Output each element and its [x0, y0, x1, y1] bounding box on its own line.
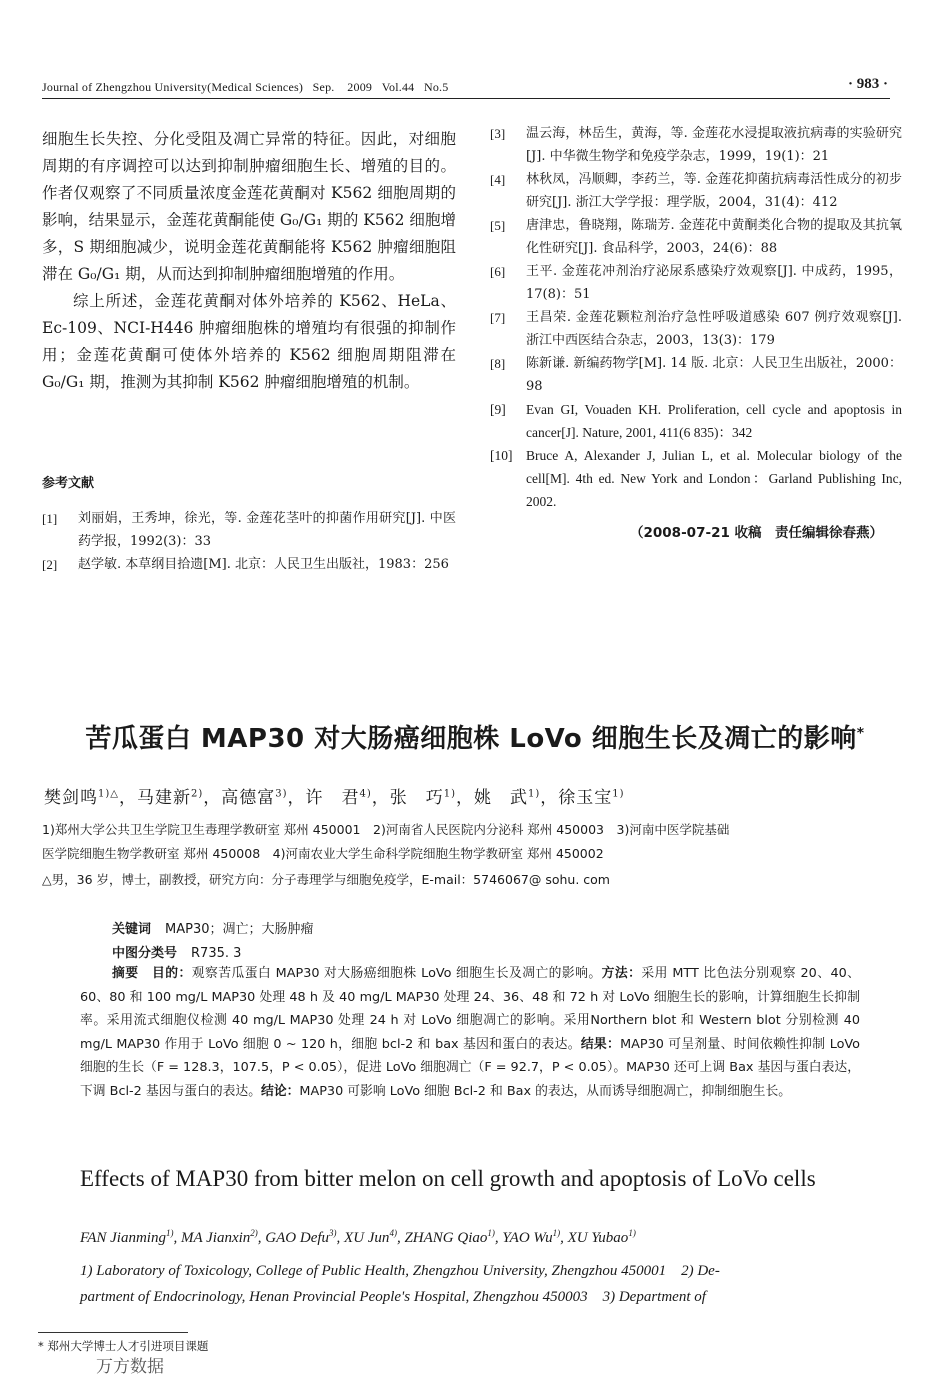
author-affil-mark: 2) [190, 788, 204, 800]
reference-number: [7] [490, 310, 506, 325]
reference-number: [5] [490, 218, 506, 233]
article-title-english: Effects of MAP30 from bitter melon on cell growth and apoptosis of LoVo cells [80, 1166, 816, 1191]
author-name: 高德富 [221, 788, 276, 808]
reference-number: [8] [490, 356, 506, 371]
reference-text: 陈新谦. 新编药物学[M]. 14 版. 北京：人民卫生出版社，2000：98 [526, 356, 902, 394]
affiliation-line: 1)郑州大学公共卫生学院卫生毒理学教研室 郑州 450001 2)河南省人民医院内分泌科 郑州 450003 3)河南中医学院基础 [42, 822, 730, 837]
author-affil-mark: 1) [552, 1228, 561, 1238]
paragraph: 细胞生长失控、分化受阻及凋亡异常的特征。因此，对细胞周期的有序调控可以达到抑制肿瘤细胞生长、增殖的目的。作者仅观察了不同质量浓度金莲花黄酮对 K562 细胞周期的影响，结果显示，金莲花黄酮能使 G₀/G₁ 期的 K562 细胞增多，S 期细胞减少，说明金莲花黄酮能将 K562 肿瘤细胞阻滞在 G₀/G₁ 期，从而达到抑制肿瘤细胞增殖的作用。 [42, 130, 456, 283]
paragraph: 综上所述，金莲花黄酮对体外培养的 K562、HeLa、Ec-109、NCI-H446 肿瘤细胞株的增殖均有很强的抑制作用；金莲花黄酮可使体外培养的 K562 细胞周期阻滞在 G₀/G₁ 期，推测为其抑制 K562 肿瘤细胞增殖的机制。 [42, 292, 456, 391]
author-list: 樊剑鸣$^{1)\triangle}$，马建新$^{2)}$，高德富$^{3)}$，许 君$^{4)}$，张 巧$^{1)}$，姚 武$^{1)}$，徐玉宝$^{1)}$ [44, 788, 625, 808]
issue-volume: Vol.44 [381, 80, 415, 94]
author-name: XU Jun [344, 1230, 390, 1246]
author-affil-mark: 1) [628, 1228, 636, 1238]
page-number: · 983 · [847, 76, 888, 92]
author-affil-mark: 3) [275, 788, 288, 800]
reference-number: [9] [490, 402, 506, 417]
abstract-objective-label: 目的： [152, 966, 192, 981]
reference-item [490, 352, 902, 398]
abstract-conclusion-label: 结论： [261, 1083, 300, 1099]
affiliation-english: 1) Laboratory of Toxicology, College of Public Health, Zhengzhou University, Zhengzhou 450001 2) De- [80, 1263, 720, 1279]
reference-text: Evan GI, Vouaden KH. Proliferation, cell cycle and apoptosis in cancer[J]. Nature, 2001, 411(6 835)：342 [526, 402, 902, 440]
affiliation-english: partment of Endocrinology, Henan Provincial People's Hospital, Zhengzhou 450003 3) Department of [80, 1289, 706, 1305]
author-affil-mark: 4) [389, 1228, 397, 1238]
issue-year: 2009 [347, 80, 373, 94]
abstract-conclusion: MAP30 可影响 LoVo 细胞 Bcl-2 和 Bax 的表达，从而诱导细胞凋亡，抑制细胞生长。 [299, 1083, 792, 1099]
author-list-english: FAN Jianming$^{1)}$, MA Jianxin$^{2)}$, GAO Defu$^{3)}$, XU Jun$^{4)}$, ZHANG Qiao$^{1)}$, YAO Wu$^{1)}$, XU Yubao$^{1)}$ [80, 1228, 636, 1246]
reference-item [490, 444, 902, 513]
keywords-label: 关键词 [112, 922, 152, 937]
reference-text: 温云海，林岳生，黄海，等. 金莲花水浸提取液抗病毒的实验研究[J]. 中华微生物学和免疫学杂志，1999，19(1)：21 [526, 126, 902, 164]
reference-number: [1] [42, 511, 58, 526]
author-affil-mark: 2) [250, 1228, 258, 1238]
reference-text: 唐津忠，鲁晓翔，陈瑞芳. 金莲花中黄酮类化合物的提取及其抗氧化性研究[J]. 食品科学，2003，24(6)：88 [526, 218, 902, 256]
author-name: MA Jianxin [180, 1230, 251, 1246]
author-affil-mark: 1) [528, 788, 541, 800]
footnote: * 郑州大学博士人才引进项目课题 [38, 1339, 209, 1353]
reference-list-left [42, 507, 456, 576]
reference-text: 王昌荣. 金莲花颗粒剂治疗急性呼吸道感染 607 例疗效观察[J]. 浙江中西医结合杂志，2003，13(3)：179 [526, 310, 902, 348]
reference-text: 赵学敏. 本草纲目拾遗[M]. 北京：人民卫生出版社，1983：256 [78, 557, 449, 572]
header-rule [42, 98, 890, 99]
author-affil-mark: 1)△ [98, 788, 119, 800]
abstract-objective: 观察苦瓜蛋白 MAP30 对大肠癌细胞株 LoVo 细胞生长及凋亡的影响。 [191, 966, 602, 981]
author-affil-mark: 1) [612, 788, 625, 800]
reference-number: [10] [490, 448, 513, 463]
author-affil-mark: 4) [359, 788, 372, 800]
author-name: GAO Defu [265, 1230, 330, 1246]
classification-value: R735. 3 [191, 946, 242, 961]
reference-item [490, 398, 902, 444]
author-name: 许 君 [305, 788, 360, 808]
reference-text: 刘丽娟，王秀坤，徐光，等. 金莲花茎叶的抑菌作用研究[J]. 中医药学报，1992(3)：33 [78, 511, 456, 549]
author-name: 樊剑鸣 [44, 788, 98, 808]
author-name: 姚 武 [474, 788, 529, 808]
affiliation-line: 医学院细胞生物学教研室 郑州 450008 4)河南农业大学生命科学院细胞生物学教研室 郑州 450002 [42, 846, 604, 861]
author-affil-mark: 1) [487, 1228, 495, 1238]
author-name: XU Yubao [567, 1230, 629, 1246]
author-name: YAO Wu [502, 1230, 553, 1246]
author-name: FAN Jianming [80, 1230, 166, 1246]
abstract-results-label: 结果： [580, 1036, 621, 1052]
reference-number: [3] [490, 126, 506, 141]
article-title [0, 718, 950, 755]
keywords-value: MAP30；凋亡；大肠肿瘤 [165, 922, 314, 937]
author-affil-mark: 1) [443, 788, 457, 800]
author-affil-mark: 3) [329, 1228, 337, 1238]
body-text-left [42, 126, 456, 396]
reference-item [42, 553, 456, 576]
classification-label: 中图分类号 [112, 946, 178, 961]
reference-item [490, 122, 902, 168]
article-title-text: 苦瓜蛋白 MAP30 对大肠癌细胞株 LoVo 细胞生长及凋亡的影响 [85, 724, 857, 754]
journal-name: Journal of Zhengzhou University(Medical Sciences) [42, 80, 304, 94]
watermark: 万方数据 [96, 1357, 164, 1377]
reference-text: 林秋凤，冯顺卿，李药兰，等. 金莲花抑菌抗病毒活性成分的初步研究[J]. 浙江大学学报：理学版，2004，31(4)：412 [526, 172, 902, 210]
author-name: ZHANG Qiao [404, 1230, 488, 1246]
author-name: 张 巧 [389, 788, 444, 808]
abstract-label: 摘要 [112, 966, 139, 981]
reference-item [490, 214, 902, 260]
issue-number: No.5 [423, 80, 449, 94]
running-header [42, 80, 448, 95]
abstract-methods: 采用 MTT 比色法分别观察 20、40、60、80 和 100 mg/L MAP30 处理 48 h 及 40 mg/L MAP30 处理 24、36、48 和 72 h 对 LoVo 细胞生长的影响，计算细胞生长抑制率。采用流式细胞仪检测 40 mg/L MAP30 处理 24 h 对 LoVo 细胞凋亡的影响。采用Northern blot 和 Western blot 分别检测 40 mg/L MAP30 作用于 LoVo 细胞 0 ~ 120 h，细胞 bcl-2 和 bax 基因和蛋白的表达。 [80, 966, 860, 1052]
abstract-results: MAP30 可呈剂量、时间依赖性抑制 LoVo 细胞的生长（F = 128.3，107.5，P < 0.05），促进 LoVo 细胞凋亡（F = 92.7，P < 0.05）。MAP30 还可上调 Bax 基因与蛋白表达，下调 Bcl-2 基因与蛋白的表达。 [80, 1036, 861, 1099]
reference-list-right [490, 122, 902, 541]
reference-number: [2] [42, 557, 58, 572]
reference-text: Bruce A, Alexander J, Julian L, et al. Molecular biology of the cell[M]. 4th ed. New York and London：Garland Publishing Inc, 2002. [526, 448, 902, 509]
classification [112, 942, 241, 961]
reference-item [42, 507, 456, 553]
reference-text: 王平. 金莲花冲剂治疗泌尿系感染疗效观察[J]. 中成药，1995，17(8)：51 [526, 264, 902, 302]
author-affil-mark: 1) [165, 1228, 174, 1238]
reference-item [490, 306, 902, 352]
abstract-methods-label: 方法： [601, 966, 642, 981]
references-title: 参考文献 [42, 476, 95, 491]
abstract [80, 962, 860, 1103]
reference-number: [4] [490, 172, 506, 187]
reference-item [490, 260, 902, 306]
title-footnote-mark: * [856, 725, 865, 742]
author-name: 马建新 [136, 788, 191, 808]
footnote-rule [38, 1332, 188, 1333]
author-name: 徐玉宝 [558, 788, 613, 808]
author-note: △男，36 岁，博士，副教授，研究方向：分子毒理学与细胞免疫学，E-mail：5746067@ sohu. com [42, 872, 610, 887]
issue-month: Sep. [312, 80, 335, 94]
received-note: （2008-07-21 收稿 责任编辑徐春燕） [630, 525, 884, 541]
keywords [112, 918, 314, 937]
reference-item [490, 168, 902, 214]
reference-number: [6] [490, 264, 506, 279]
